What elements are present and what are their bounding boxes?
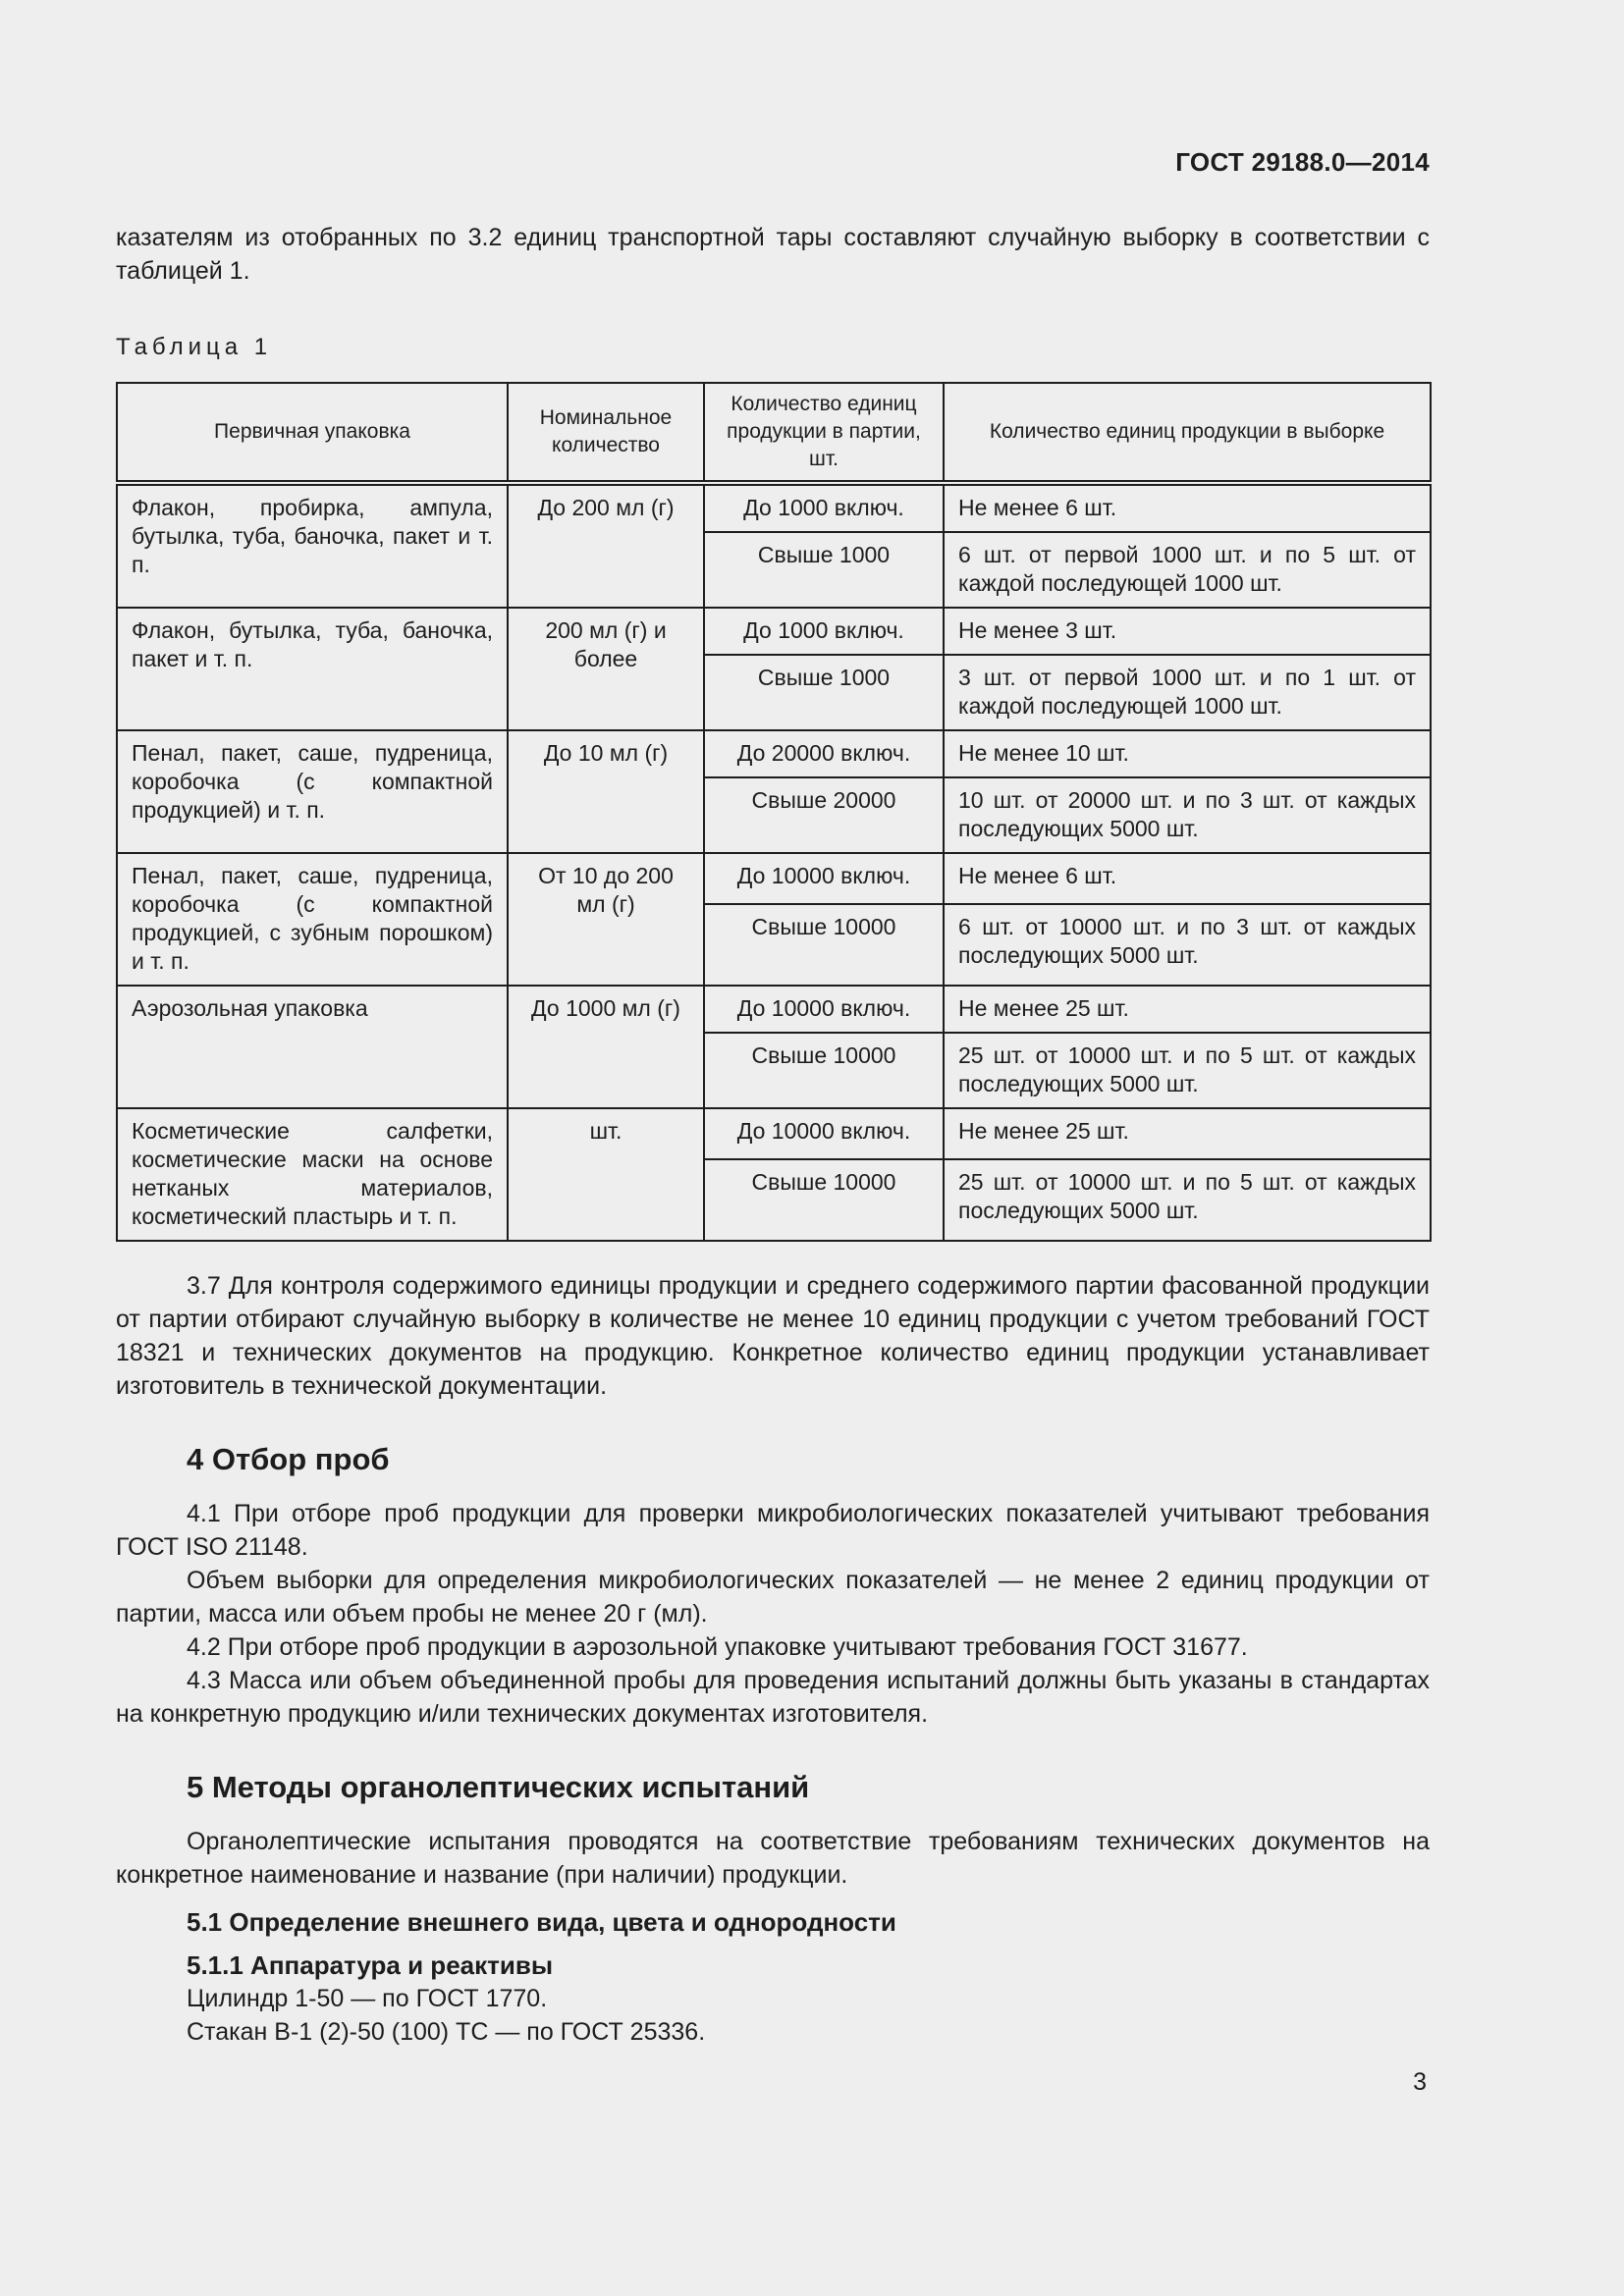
batch-cell: До 10000 включ. xyxy=(704,1108,944,1159)
batch-cell: До 1000 включ. xyxy=(704,608,944,655)
batch-cell: Свыше 10000 xyxy=(704,1033,944,1108)
sample-cell: 6 шт. от первой 1000 шт. и по 5 шт. от каждой последующей 1000 шт. xyxy=(944,532,1431,608)
table-row xyxy=(117,608,1431,655)
paragraph-4-2: 4.2 При отборе проб продукции в аэрозольной упаковке учитывают требования ГОСТ 31677. xyxy=(187,1633,1248,1661)
sample-cell: 6 шт. от 10000 шт. и по 3 шт. от каждых последующих 5000 шт. xyxy=(944,904,1431,986)
equipment-item: Цилиндр 1-50 — по ГОСТ 1770. xyxy=(187,1985,548,2012)
paragraph-5: Органолептические испытания проводятся на соответствие требованиям технических документов на конкретное наименование и название (при наличии) продукции. xyxy=(116,1828,1430,1889)
packaging-cell: Флакон, пробирка, ампула, бутылка, туба, баночка, пакет и т. п. xyxy=(117,483,508,608)
sample-cell: Не менее 10 шт. xyxy=(944,730,1431,777)
packaging-cell: Пенал, пакет, саше, пудреница, коробочка (с компактной продукцией, с зубным порошком) и т. п. xyxy=(117,853,508,986)
nominal-cell: До 1000 мл (г) xyxy=(508,986,704,1108)
paragraph-4-1: 4.1 При отборе проб продукции для проверки микробиологических показателей учитывают требования ГОСТ ISO 21148. xyxy=(116,1500,1430,1561)
packaging-cell: Флакон, бутылка, туба, баночка, пакет и т. п. xyxy=(117,608,508,730)
batch-cell: Свыше 10000 xyxy=(704,904,944,986)
header-sample: Количество единиц продукции в выборке xyxy=(944,383,1431,483)
sample-cell: Не менее 6 шт. xyxy=(944,853,1431,904)
batch-cell: Свыше 20000 xyxy=(704,777,944,853)
document-code: ГОСТ 29188.0—2014 xyxy=(1175,147,1430,177)
packaging-cell: Косметические салфетки, косметические маски на основе нетканых материалов, косметический пластырь и т. п. xyxy=(117,1108,508,1241)
table-row xyxy=(117,483,1431,532)
sample-cell: 3 шт. от первой 1000 шт. и по 1 шт. от каждой последующей 1000 шт. xyxy=(944,655,1431,730)
header-nominal: Номинальное количество xyxy=(508,383,704,483)
subsection-5-1-title: 5.1 Определение внешнего вида, цвета и однородности xyxy=(187,1907,896,1937)
sampling-table xyxy=(116,382,1432,1242)
sample-cell: Не менее 25 шт. xyxy=(944,1108,1431,1159)
paragraph-4-1-volume: Объем выборки для определения микробиологических показателей — не менее 2 единиц продукции от партии, масса или объем пробы не менее 20 г (мл). xyxy=(116,1567,1430,1628)
sample-cell: Не менее 25 шт. xyxy=(944,986,1431,1033)
sample-cell: 25 шт. от 10000 шт. и по 5 шт. от каждых последующих 5000 шт. xyxy=(944,1033,1431,1108)
packaging-cell: Аэрозольная упаковка xyxy=(117,986,508,1108)
subsection-5-1-1-title: 5.1.1 Аппаратура и реактивы xyxy=(187,1950,554,1980)
sample-cell: 25 шт. от 10000 шт. и по 5 шт. от каждых последующих 5000 шт. xyxy=(944,1159,1431,1241)
batch-cell: Свыше 10000 xyxy=(704,1159,944,1241)
batch-cell: До 10000 включ. xyxy=(704,853,944,904)
header-batch: Количество единиц продукции в партии, шт. xyxy=(704,383,944,483)
packaging-cell: Пенал, пакет, саше, пудреница, коробочка (с компактной продукцией) и т. п. xyxy=(117,730,508,853)
batch-cell: До 1000 включ. xyxy=(704,483,944,532)
page-number: 3 xyxy=(1413,2068,1427,2096)
equipment-item: Стакан В-1 (2)-50 (100) ТС — по ГОСТ 25336. xyxy=(187,2018,706,2046)
table-header-row xyxy=(117,383,1431,483)
nominal-cell: До 200 мл (г) xyxy=(508,483,704,608)
table-row xyxy=(117,730,1431,777)
section-5-title: 5 Методы органолептических испытаний xyxy=(187,1770,810,1804)
nominal-cell: До 10 мл (г) xyxy=(508,730,704,853)
sample-cell: Не менее 6 шт. xyxy=(944,483,1431,532)
sample-cell: 10 шт. от 20000 шт. и по 3 шт. от каждых последующих 5000 шт. xyxy=(944,777,1431,853)
header-packaging: Первичная упаковка xyxy=(117,383,508,483)
table-row xyxy=(117,1108,1431,1159)
table-row xyxy=(117,853,1431,904)
nominal-cell: шт. xyxy=(508,1108,704,1241)
intro-paragraph: казателям из отобранных по 3.2 единиц транспортной тары составляют случайную выборку в соответствии с таблицей 1. xyxy=(116,224,1430,285)
section-4-title: 4 Отбор проб xyxy=(187,1442,390,1476)
paragraph-3-7: 3.7 Для контроля содержимого единицы продукции и среднего содержимого партии фасованной продукции от партии отбирают случайную выборку в количестве не менее 10 единиц продукции с учетом требований ГОСТ 18321 и технических документов на продукцию. Конкретное количество единиц продукции устанавливает изготовитель в технической документации. xyxy=(116,1272,1430,1400)
batch-cell: До 20000 включ. xyxy=(704,730,944,777)
nominal-cell: От 10 до 200 мл (г) xyxy=(508,853,704,986)
paragraph-4-3: 4.3 Масса или объем объединенной пробы для проведения испытаний должны быть указаны в стандартах на конкретную продукцию и/или технических документах изготовителя. xyxy=(116,1667,1430,1728)
batch-cell: До 10000 включ. xyxy=(704,986,944,1033)
nominal-cell: 200 мл (г) и более xyxy=(508,608,704,730)
page-content xyxy=(116,221,1430,2049)
table-label: Таблица 1 xyxy=(116,334,273,360)
sample-cell: Не менее 3 шт. xyxy=(944,608,1431,655)
table-row xyxy=(117,986,1431,1033)
batch-cell: Свыше 1000 xyxy=(704,655,944,730)
batch-cell: Свыше 1000 xyxy=(704,532,944,608)
